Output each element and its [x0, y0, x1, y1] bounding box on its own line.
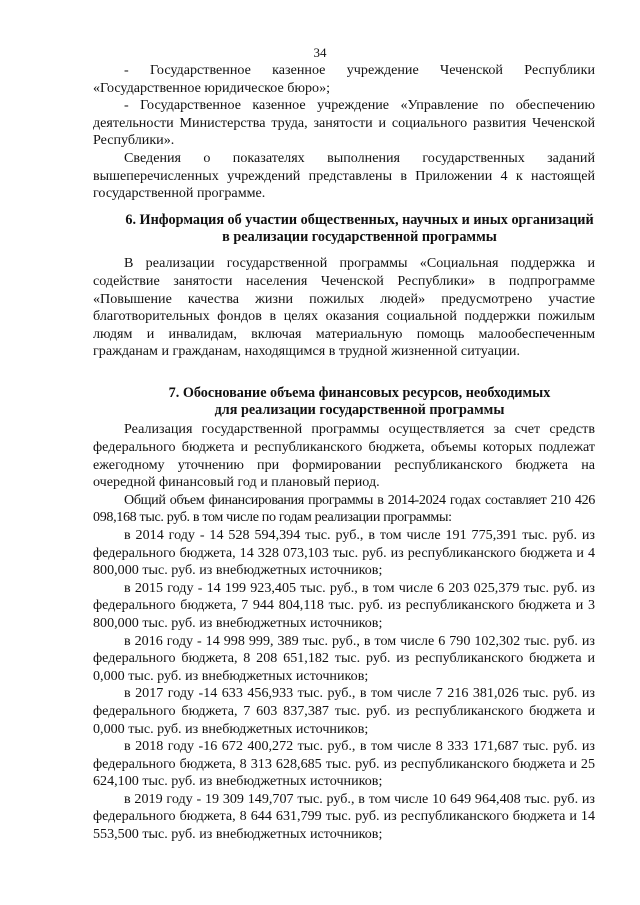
year-paragraph-2014: в 2014 году - 14 528 594,394 тыс. руб., в том числе 191 775,391 тыс. руб. из федерального бюджета, 14 328 073,103 тыс. руб. из республиканского бюджета и 4 800,000 тыс. руб. из внебюджетных источников;	[93, 526, 595, 579]
section-7-heading-line: 7. Обоснование объема финансовых ресурсов, необходимых	[168, 385, 551, 401]
page-number: 34	[313, 45, 327, 60]
section-6-heading	[93, 212, 595, 246]
section-6-heading-line: в реализации государственной программы	[222, 229, 497, 246]
year-paragraph-2019: в 2019 году - 19 309 149,707 тыс. руб., в том числе 10 649 964,408 тыс. руб. из федерального бюджета, 8 644 631,799 тыс. руб. из республиканского бюджета и 14 553,500 тыс. руб. из внебюджетных источников;	[93, 790, 595, 843]
year-paragraph-2015: в 2015 году - 14 199 923,405 тыс. руб., в том числе 6 203 025,379 тыс. руб. из федерального бюджета, 7 944 804,118 тыс. руб. из республиканского бюджета и 3 800,000 тыс. руб. из внебюджетных источников;	[93, 579, 595, 631]
year-paragraph-2016: в 2016 году - 14 998 999, 389 тыс. руб., в том числе 6 790 102,302 тыс. руб. из федерального бюджета, 8 208 651,182 тыс. руб. из республиканского бюджета и 0,000 тыс. руб. из внебюджетных источников;	[93, 632, 595, 684]
year-paragraph-2017: в 2017 году -14 633 456,933 тыс. руб., в том числе 7 216 381,026 тыс. руб. из федерального бюджета, 7 603 837,387 тыс. руб. из республиканского бюджета и 0,000 тыс. руб. из внебюджетных источников;	[93, 685, 595, 737]
year-paragraph-2018: в 2018 году -16 672 400,272 тыс. руб., в том числе 8 333 171,687 тыс. руб. из федерального бюджета, 8 313 628,685 тыс. руб. из республиканского бюджета и 25 624,100 тыс. руб. из внебюджетных источников;	[93, 738, 595, 790]
intro-paragraph: - Государственное казенное учреждение «Управление по обеспечению деятельности Министерства труда, занятости и социального развития Чеченской Республики».	[93, 97, 595, 149]
intro-paragraph: Сведения о показателях выполнения государственных заданий вышеперечисленных учреждений представлены в Приложении 4 к настоящей государственной программе.	[93, 149, 595, 202]
section-7-heading-line: для реализации государственной программы	[214, 402, 505, 419]
section-6-paragraph: В реализации государственной программы «Социальная поддержка и содействие занятости населения Чеченской Республики» в подпрограмме «Повышение качества жизни пожилых людей» предусмотрено участие благотворительных фондов в целях оказания социальной поддержки пожилым людям и инвалидам, включая материальную помощь малообеспеченным гражданам и гражданам, находящимся в трудной жизненной ситуации.	[93, 255, 595, 360]
section-7	[93, 385, 595, 844]
intro-block	[93, 62, 595, 203]
section-7-total-paragraph: Общий объем финансирования программы в 2014-2024 годах составляет 210 426 098,168 тыс. руб. в том числе по годам реализации программы:	[93, 491, 595, 526]
section-7-heading	[93, 385, 595, 419]
section-6	[93, 212, 595, 361]
intro-paragraph: - Государственное казенное учреждение Чеченской Республики «Государственное юридическое бюро»;	[93, 62, 595, 96]
section-6-heading-line: 6. Информация об участии общественных, научных и иных организаций	[125, 212, 594, 228]
section-7-paragraph: Реализация государственной программы осуществляется за счет средств федерального бюджета и республиканского бюджета, объемы которых подлежат ежегодному уточнению при формировании республиканского бюджета на очередной финансовый год и плановый период.	[93, 421, 595, 491]
